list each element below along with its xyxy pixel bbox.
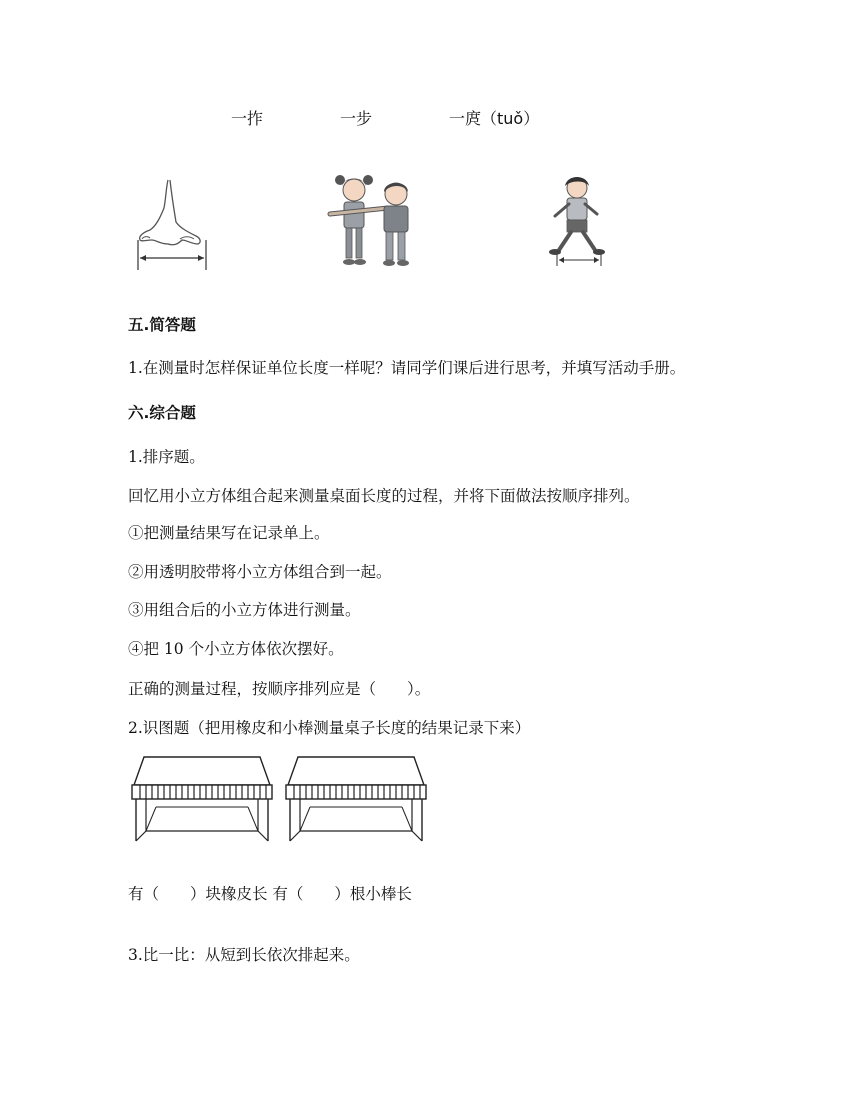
question-1-step-1: ①把测量结果写在记录单上。 [128,524,330,542]
walking-step-illustration [543,172,607,268]
table-stick-illustration [286,757,426,841]
question-1-answer: 正确的测量过程，按顺序排列应是（ ）。 [128,680,431,698]
question-2-title: 2.识图题（把用橡皮和小棒测量桌子长度的结果记录下来） [128,719,531,737]
question-1-title: 1.排序题。 [128,448,205,466]
section-6-title: 六.综合题 [128,404,196,422]
unit-tuo-label: 一庹（tuǒ） [449,109,540,128]
question-2-answer: 有（ ）块橡皮长 有（ ）根小棒长 [128,885,412,903]
children-arm-span-illustration [326,170,422,268]
question-1-step-2: ②用透明胶带将小立方体组合到一起。 [128,563,392,581]
unit-bu-label: 一步 [340,109,373,128]
section-5-title: 五.简答题 [128,316,196,334]
unit-zha-label: 一拃 [231,109,264,128]
section-5-question-1: 1.在测量时怎样保证单位长度一样呢？请同学们课后进行思考，并填写活动手册。 [128,359,686,377]
question-3-title: 3.比一比：从短到长依次排起来。 [128,946,360,964]
tables-illustration [130,755,430,845]
table-eraser-illustration [132,757,272,841]
hand-span-illustration [130,178,215,270]
question-1-step-3: ③用组合后的小立方体进行测量。 [128,601,361,619]
question-1-intro: 回忆用小立方体组合起来测量桌面长度的过程，并将下面做法按顺序排列。 [128,487,640,505]
question-1-step-4: ④把 10 个小立方体依次摆好。 [128,640,344,658]
